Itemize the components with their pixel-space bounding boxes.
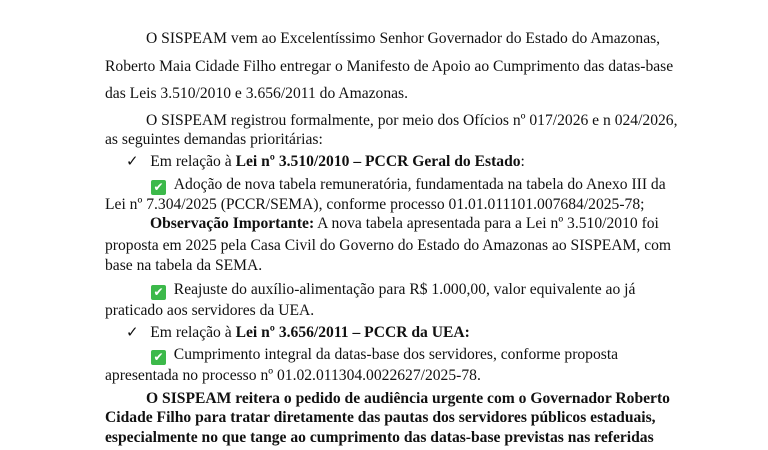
section1-item1-text: Adoção de nova tabela remuneratória, fundamentada na tabela do Anexo III da (173, 176, 666, 193)
registro-line-2: as seguintes demandas prioritárias: (105, 131, 323, 148)
closing-line-2: Cidade Filho para tratar diretamente das pautas dos servidores públicos estaduais, (105, 409, 656, 426)
intro-line-3: das Leis 3.510/2010 e 3.656/2011 do Amazonas. (105, 85, 409, 102)
observation-line-3: base na tabela da SEMA. (105, 257, 263, 274)
registro-line-1: O SISPEAM registrou formalmente, por meio dos Ofícios nº 017/2026 e n 024/2026, (146, 112, 678, 129)
section2-prefix: Em relação à (150, 324, 236, 341)
section2-item1-line1 (151, 345, 618, 365)
section2-item1-text: Cumprimento integral da datas-base dos servidores, conforme proposta (173, 346, 619, 363)
intro-line-2 (105, 57, 674, 77)
section1-item1-line2: Lei nº 7.304/2025 (PCCR/SEMA), conforme processo 01.01.011101.007684/2025-78; (105, 196, 645, 213)
observation-line-2: proposta em 2025 pela Casa Civil do Governo do Estado do Amazonas ao SISPEAM, com (105, 237, 672, 254)
section1-item1-line1 (151, 175, 666, 195)
section2-item1-line2: apresentada no processo nº 01.02.011304.0022627/2025-78. (105, 367, 481, 384)
checkbox-checked-icon: ✔ (151, 350, 166, 365)
section1-item2-text: Reajuste do auxílio-alimentação para R$ 1.000,00, valor equivalente ao já (173, 281, 636, 298)
section2-heading (126, 322, 470, 343)
section1-suffix: : (520, 153, 525, 170)
section1-heading (126, 151, 525, 172)
section1-item2-line2: praticado aos servidores da UEA. (105, 302, 315, 319)
closing-line-1: O SISPEAM reitera o pedido de audiência urgente com o Governador Roberto (146, 390, 670, 407)
section2-law: Lei nº 3.656/2011 – PCCR da UEA: (235, 324, 470, 341)
checkmark-icon: ✓ (126, 323, 139, 341)
section1-law: Lei nº 3.510/2010 – PCCR Geral do Estado (235, 153, 521, 170)
section1-prefix: Em relação à (150, 153, 236, 170)
checkmark-icon: ✓ (126, 152, 139, 170)
intro-line-1: O SISPEAM vem ao Excelentíssimo Senhor Governador do Estado do Amazonas, (146, 30, 661, 47)
observation-text: A nova tabela apresentada para a Lei nº 3.510/2010 foi (314, 215, 659, 232)
section1-item2-line1 (151, 280, 635, 300)
checkbox-checked-icon: ✔ (151, 285, 166, 300)
observation-label: Observação Importante: (150, 215, 315, 232)
closing-line-3: especialmente no que tange ao cumprimento das datas-base previstas nas referidas (105, 429, 654, 446)
checkbox-checked-icon: ✔ (151, 180, 166, 195)
observation-line-1 (150, 214, 659, 234)
intro-line-2-text: Roberto Maia Cidade Filho entregar o Manifesto de Apoio ao Cumprimento das datas-base (105, 58, 674, 75)
